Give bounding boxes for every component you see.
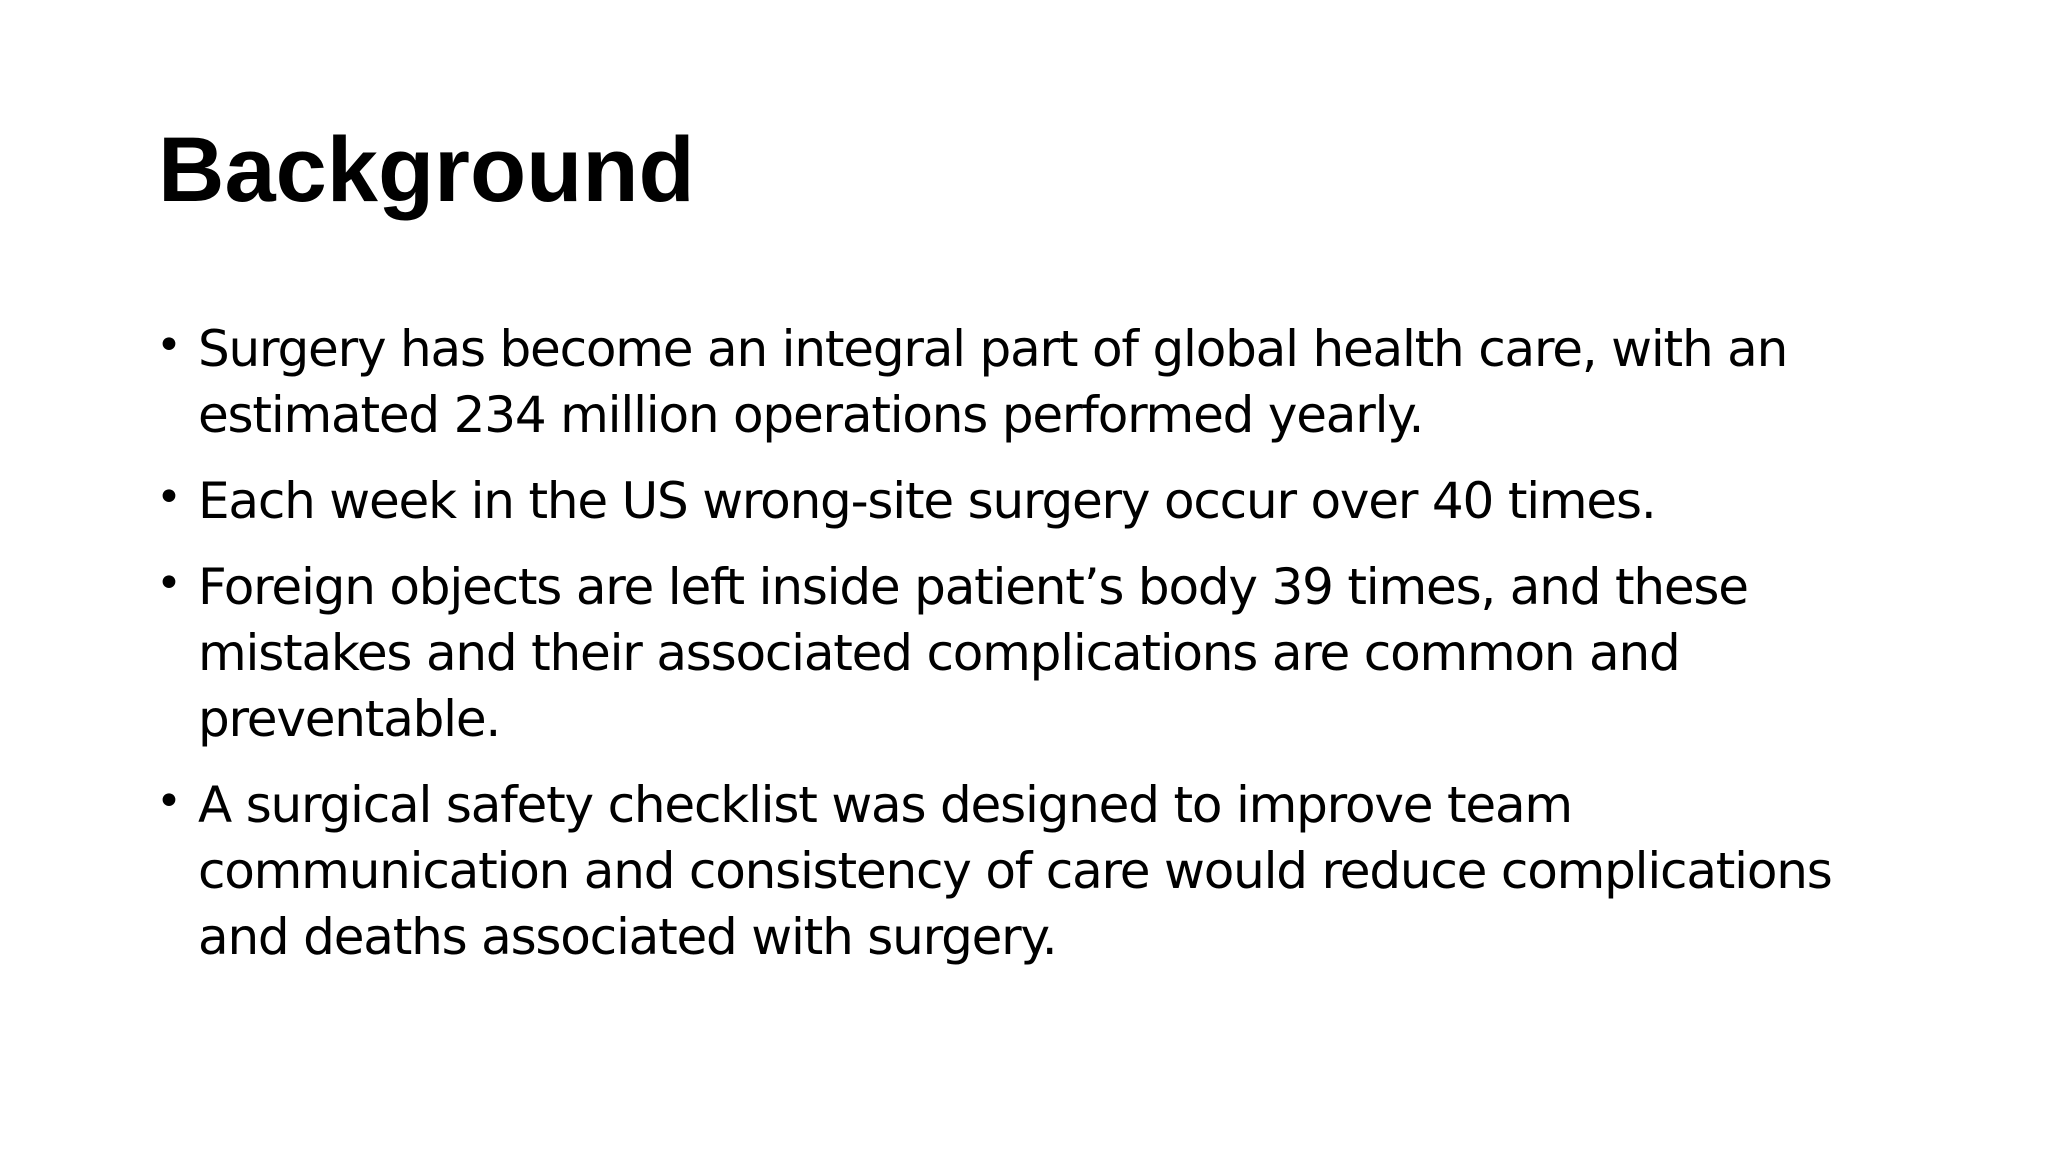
bullet-text: Each week in the US wrong-site surgery occur over 40 times. bbox=[198, 472, 1656, 530]
bullet-text: Surgery has become an integral part of global health care, with an estimated 234 million operations performed yearly. bbox=[198, 320, 1788, 444]
bullet-item bbox=[150, 772, 1910, 970]
bullet-item bbox=[150, 468, 1910, 534]
bullet-dot-icon: • bbox=[156, 472, 182, 523]
bullet-dot-icon: • bbox=[156, 776, 182, 827]
bullet-dot-icon: • bbox=[156, 320, 182, 371]
bullet-item bbox=[150, 316, 1910, 448]
slide-title: Background bbox=[158, 119, 695, 221]
bullet-text: Foreign objects are left inside patient’s body 39 times, and these mistakes and their associated complications are common and preventable. bbox=[198, 558, 1748, 748]
bullet-text: A surgical safety checklist was designed to improve team communication and consistency of care would reduce complications and deaths associated with surgery. bbox=[198, 776, 1832, 966]
bullet-list bbox=[150, 316, 1910, 990]
bullet-dot-icon: • bbox=[156, 558, 182, 609]
bullet-item bbox=[150, 554, 1910, 752]
